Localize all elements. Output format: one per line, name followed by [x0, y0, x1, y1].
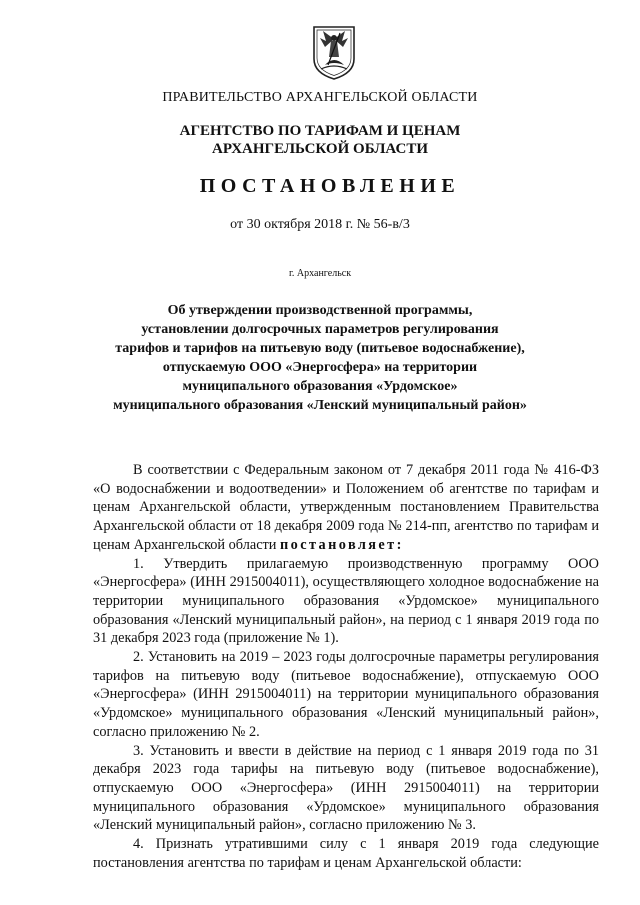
item-paragraph-3: 3. Установить и ввести в действие на период с 1 января 2019 года по 31 декабря 2023 года тарифы на питьевую воду (питьевое водоснабжение), отпускаемую ООО «Энергосфера» (ИНН 2915004011) на территории муниципального образования «Урдомское» муниципального образования «Ленский муниципальный район», согласно приложению № 3.	[93, 742, 599, 834]
item-paragraph-1: 1. Утвердить прилагаемую производственную программу ООО «Энергосфера» (ИНН 2915004011), осуществляющего холодное водоснабжение на территории муниципального образования «Урдомское» муниципального образования «Ленский муниципальный район», на период с 1 января 2019 года по 31 декабря 2023 года (приложение № 1).	[93, 555, 599, 647]
subject-line: отпускаемую ООО «Энергосфера» на территории	[162, 360, 478, 375]
agency-name-line1: АГЕНТСТВО ПО ТАРИФАМ И ЦЕНАМ	[179, 123, 461, 139]
agency-name-line2: АРХАНГЕЛЬСКОЙ ОБЛАСТИ	[212, 141, 428, 157]
item-paragraph-4: 4. Признать утратившими силу с 1 января 2019 года следующие постановления агентства по тарифам и ценам Архангельской области:	[93, 836, 599, 871]
preamble-paragraph	[93, 461, 599, 555]
document-city: г. Архангельск	[288, 268, 352, 279]
document-subject	[0, 301, 640, 415]
coat-of-arms-archangel-icon	[311, 25, 357, 81]
subject-line: муниципального образования «Ленский муниципальный район»	[113, 398, 527, 413]
subject-line: Об утверждении производственной программы,	[167, 303, 473, 318]
agency-name	[0, 122, 640, 158]
subject-line: муниципального образования «Урдомское»	[182, 379, 458, 394]
subject-line: тарифов и тарифов на питьевую воду (питьевое водоснабжение),	[115, 341, 525, 356]
item-paragraph-2: 2. Установить на 2019 – 2023 годы долгосрочные параметры регулирования тарифов на питьевую воду (питьевое водоснабжение), отпускаемую ООО «Энергосфера» (ИНН 2915004011) на территории муниципального образования «Урдомское» муниципального образования «Ленский муниципальный район», согласно приложению № 2.	[93, 649, 599, 740]
resolves-word: постановляет:	[280, 536, 404, 553]
document-date-number: от 30 октября 2018 г. № 56-в/3	[230, 217, 410, 232]
document-type-title: ПОСТАНОВЛЕНИЕ	[199, 175, 461, 197]
preamble-text: В соответствии с Федеральным законом от 7 декабря 2011 года № 416-ФЗ «О водоснабжении и водоотведении» и Положением об агентстве по тарифам и ценам Архангельской области, утвержденным постановлением Правительства Архангельской области от 18 декабря 2009 года № 214-пп, агентство по тарифам и ценам Архангельской области	[93, 462, 599, 553]
document-body	[93, 461, 599, 872]
government-name: ПРАВИТЕЛЬСТВО АРХАНГЕЛЬСКОЙ ОБЛАСТИ	[162, 90, 478, 105]
subject-line: установлении долгосрочных параметров регулирования	[141, 322, 499, 337]
